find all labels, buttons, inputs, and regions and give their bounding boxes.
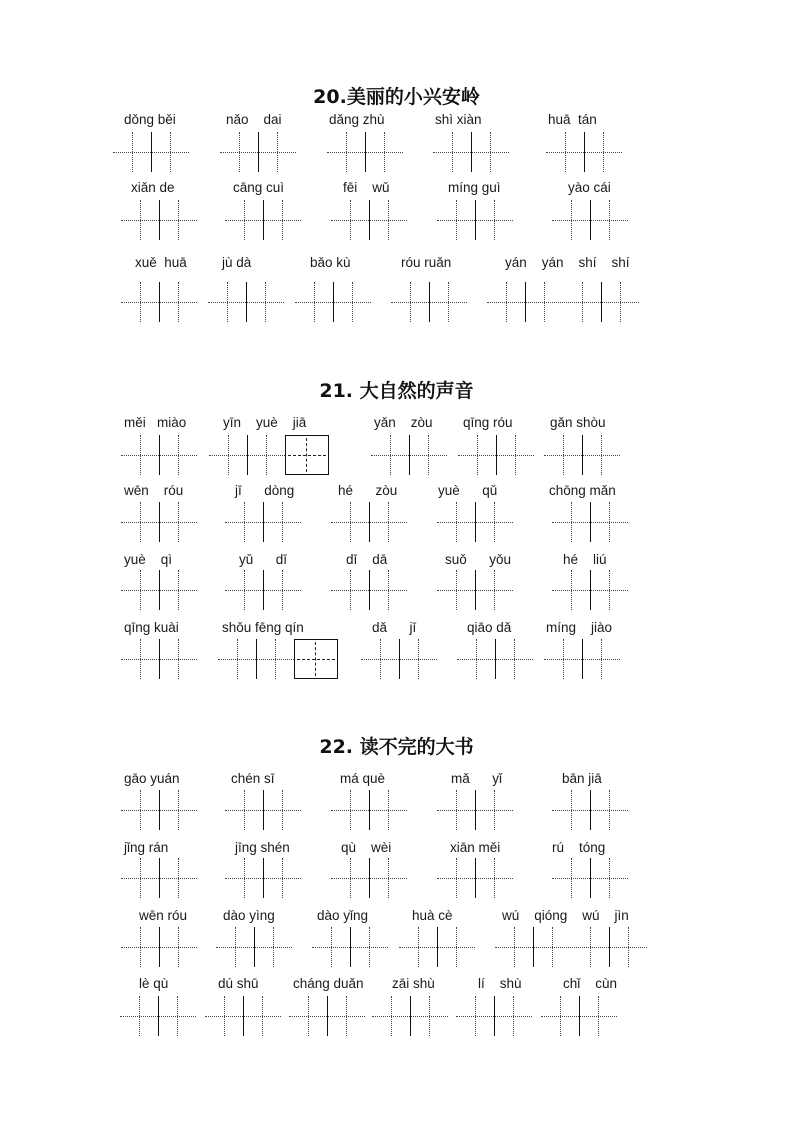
grid-center-guide [282,570,283,610]
grid-center-guide [140,927,141,967]
pinyin-label: dú shū [218,976,259,991]
grid-center-guide [410,282,411,322]
grid-cell-divider [365,132,366,172]
grid-center-guide [544,282,545,322]
pinyin-label: měi miào [124,415,187,430]
writing-grid[interactable] [225,570,301,610]
grid-cell-divider [590,790,591,830]
grid-center-guide [388,502,389,542]
grid-center-guide [515,435,516,475]
pinyin-label: qīng kuài [124,620,179,635]
pinyin-label: dǒng běi [124,112,176,127]
writing-grid[interactable] [312,927,388,967]
grid-center-guide [456,790,457,830]
grid-center-guide [456,858,457,898]
pinyin-label: wēn róu [124,483,184,498]
grid-cell-divider [475,790,476,830]
grid-cell-divider [496,435,497,475]
pinyin-label: jīng shén [235,840,290,855]
writing-grid[interactable] [495,927,647,967]
grid-horizontal-guide [495,947,647,948]
grid-center-guide [456,570,457,610]
grid-center-guide [282,200,283,240]
pinyin-label: yǎn zòu [374,415,433,430]
grid-cell-divider [256,639,257,679]
writing-grid[interactable] [121,570,197,610]
grid-center-guide [452,132,453,172]
grid-center-guide [237,639,238,679]
pinyin-label: qiāo dǎ [467,620,512,635]
grid-center-guide [235,927,236,967]
pinyin-label: chén sī [231,771,275,786]
grid-center-guide [350,858,351,898]
writing-grid[interactable] [120,996,196,1036]
writing-grid[interactable] [544,435,620,475]
writing-grid[interactable] [544,639,620,679]
pinyin-label: nǎo dai [226,112,282,127]
pinyin-label: hé zòu [338,483,398,498]
grid-cell-divider [579,996,580,1036]
grid-center-guide [428,435,429,475]
grid-cell-divider [584,132,585,172]
grid-cell-divider [369,200,370,240]
grid-center-guide [178,200,179,240]
pinyin-label: chōng mǎn [549,483,616,498]
writing-grid[interactable] [552,858,628,898]
grid-center-guide [418,927,419,967]
writing-grid[interactable] [372,996,448,1036]
pinyin-label: xiān měi [450,840,501,855]
box-horizontal-guide [297,659,335,660]
grid-center-guide [582,282,583,322]
pinyin-label: huà cè [412,908,453,923]
boxed-character-cell[interactable] [294,639,338,679]
grid-cell-divider [609,927,610,967]
writing-grid[interactable] [437,200,513,240]
grid-cell-divider [475,858,476,898]
grid-cell-divider [410,996,411,1036]
grid-cell-divider [590,200,591,240]
grid-center-guide [140,639,141,679]
writing-grid[interactable] [456,996,532,1036]
grid-center-guide [224,996,225,1036]
grid-center-guide [178,790,179,830]
grid-center-guide [227,282,228,322]
grid-center-guide [490,132,491,172]
writing-grid[interactable] [121,639,197,679]
grid-cell-divider [369,858,370,898]
grid-center-guide [140,282,141,322]
grid-center-guide [178,435,179,475]
grid-center-guide [506,282,507,322]
grid-cell-divider [409,435,410,475]
pinyin-label: qù wèi [341,840,392,855]
grid-cell-divider [525,282,526,322]
writing-grid[interactable] [552,200,628,240]
grid-center-guide [448,282,449,322]
grid-center-guide [139,996,140,1036]
grid-center-guide [273,927,274,967]
writing-grid[interactable] [437,790,513,830]
pinyin-label: fēi wǔ [343,180,390,195]
pinyin-label: huā tán [548,112,597,127]
grid-cell-divider [159,282,160,322]
pinyin-label: yuè qǔ [438,483,498,498]
grid-center-guide [513,996,514,1036]
writing-grid[interactable] [331,790,407,830]
grid-center-guide [239,132,240,172]
writing-grid[interactable] [437,858,513,898]
writing-grid[interactable] [552,502,628,542]
grid-cell-divider [263,570,264,610]
grid-center-guide [369,927,370,967]
grid-center-guide [346,132,347,172]
grid-center-guide [609,790,610,830]
pinyin-label: chǐ cùn [563,976,618,991]
writing-grid[interactable] [327,132,403,172]
grid-center-guide [476,639,477,679]
grid-cell-divider [254,927,255,967]
writing-grid[interactable] [437,502,513,542]
grid-cell-divider [369,790,370,830]
grid-cell-divider [590,570,591,610]
grid-center-guide [565,132,566,172]
grid-center-guide [456,502,457,542]
writing-grid[interactable] [209,435,329,475]
grid-center-guide [244,570,245,610]
pinyin-label: bān jiā [562,771,602,786]
grid-center-guide [391,996,392,1036]
writing-grid[interactable] [361,639,437,679]
writing-grid[interactable] [487,282,639,322]
writing-grid[interactable] [218,639,338,679]
writing-grid[interactable] [552,790,628,830]
pinyin-label: yuè qì [124,552,173,567]
grid-center-guide [140,858,141,898]
writing-grid[interactable] [225,790,301,830]
writing-grid[interactable] [391,282,467,322]
pinyin-label: yán yán shí shí [505,255,630,270]
grid-center-guide [140,435,141,475]
grid-center-guide [140,502,141,542]
grid-center-guide [598,996,599,1036]
writing-grid[interactable] [295,282,371,322]
writing-grid[interactable] [121,927,197,967]
writing-grid[interactable] [205,996,281,1036]
grid-center-guide [609,502,610,542]
grid-center-guide [563,435,564,475]
grid-center-guide [132,132,133,172]
pinyin-label: rú tóng [552,840,606,855]
pinyin-label: róu ruǎn [401,255,452,270]
grid-cell-divider [151,132,152,172]
writing-grid[interactable] [225,200,301,240]
writing-grid[interactable] [225,858,301,898]
grid-center-guide [244,858,245,898]
grid-center-guide [494,570,495,610]
grid-cell-divider [590,502,591,542]
grid-center-guide [282,790,283,830]
grid-center-guide [388,570,389,610]
writing-grid[interactable] [331,858,407,898]
pinyin-label: wú qióng wú jìn [502,908,629,923]
pinyin-label: lí shù [478,976,522,991]
pinyin-label: míng guì [448,180,501,195]
grid-cell-divider [159,790,160,830]
section-title: 22. 读不完的大书 [319,736,474,758]
grid-center-guide [571,790,572,830]
grid-center-guide [350,502,351,542]
grid-center-guide [494,790,495,830]
grid-center-guide [609,570,610,610]
grid-center-guide [603,132,604,172]
grid-cell-divider [159,639,160,679]
grid-cell-divider [399,639,400,679]
writing-grid[interactable] [399,927,475,967]
grid-center-guide [178,282,179,322]
grid-cell-divider [333,282,334,322]
grid-cell-divider [247,435,248,475]
grid-center-guide [429,996,430,1036]
grid-center-guide [346,996,347,1036]
pinyin-label: gǎn shòu [550,415,606,430]
pinyin-label: cháng duǎn [293,976,364,991]
grid-cell-divider [533,927,534,967]
grid-cell-divider [243,996,244,1036]
grid-center-guide [331,927,332,967]
grid-center-guide [388,858,389,898]
writing-grid[interactable] [289,996,365,1036]
grid-center-guide [609,200,610,240]
grid-center-guide [563,639,564,679]
grid-center-guide [514,639,515,679]
box-vertical-guide [315,642,316,676]
grid-cell-divider [159,435,160,475]
grid-cell-divider [246,282,247,322]
grid-cell-divider [263,858,264,898]
grid-cell-divider [159,858,160,898]
grid-center-guide [177,996,178,1036]
boxed-character-cell[interactable] [285,435,329,475]
grid-cell-divider [159,200,160,240]
pinyin-label: míng jiào [546,620,613,635]
grid-cell-divider [159,502,160,542]
pinyin-label: yào cái [568,180,611,195]
pinyin-label: jǐng rán [124,840,169,855]
grid-center-guide [384,132,385,172]
grid-center-guide [228,435,229,475]
pinyin-label: dào yǐng [317,908,369,923]
grid-horizontal-guide [487,302,639,303]
grid-center-guide [380,639,381,679]
pinyin-label: gāo yuán [124,771,180,786]
writing-grid[interactable] [541,996,617,1036]
writing-grid[interactable] [433,132,509,172]
pinyin-label: dǎng zhù [329,112,385,127]
writing-grid[interactable] [121,282,197,322]
section-title: 20.美丽的小兴安岭 [313,86,480,108]
grid-center-guide [560,996,561,1036]
grid-center-guide [475,996,476,1036]
pinyin-label: xiǎn de [131,180,175,195]
grid-cell-divider [601,282,602,322]
grid-center-guide [308,996,309,1036]
grid-center-guide [590,927,591,967]
grid-center-guide [571,502,572,542]
grid-center-guide [350,790,351,830]
writing-grid[interactable] [121,435,197,475]
grid-cell-divider [159,570,160,610]
grid-center-guide [244,200,245,240]
grid-center-guide [388,790,389,830]
grid-cell-divider [369,570,370,610]
writing-grid[interactable] [121,790,197,830]
grid-center-guide [350,570,351,610]
grid-cell-divider [263,200,264,240]
grid-center-guide [601,435,602,475]
grid-center-guide [178,570,179,610]
grid-center-guide [277,132,278,172]
grid-center-guide [178,858,179,898]
pinyin-label: suǒ yǒu [445,552,512,567]
grid-center-guide [571,200,572,240]
grid-center-guide [571,570,572,610]
writing-grid[interactable] [552,570,628,610]
grid-center-guide [456,200,457,240]
writing-grid[interactable] [371,435,447,475]
grid-cell-divider [475,570,476,610]
grid-cell-divider [475,502,476,542]
grid-center-guide [314,282,315,322]
grid-cell-divider [475,200,476,240]
box-vertical-guide [306,438,307,472]
pinyin-label: jī dòng [235,483,295,498]
writing-grid[interactable] [113,132,189,172]
writing-grid[interactable] [457,639,533,679]
pinyin-label: dī dā [346,552,388,567]
grid-center-guide [282,502,283,542]
grid-center-guide [418,639,419,679]
pinyin-label: hé liú [563,552,607,567]
grid-center-guide [178,502,179,542]
pinyin-label: shì xiàn [435,112,482,127]
pinyin-label: qīng róu [463,415,513,430]
grid-center-guide [140,200,141,240]
writing-grid[interactable] [121,858,197,898]
grid-cell-divider [582,435,583,475]
grid-center-guide [352,282,353,322]
grid-center-guide [244,502,245,542]
grid-center-guide [552,927,553,967]
grid-cell-divider [350,927,351,967]
writing-grid[interactable] [220,132,296,172]
grid-center-guide [601,639,602,679]
pinyin-label: má què [340,771,386,786]
writing-grid[interactable] [208,282,284,322]
grid-center-guide [262,996,263,1036]
grid-cell-divider [494,996,495,1036]
grid-center-guide [388,200,389,240]
writing-grid[interactable] [331,502,407,542]
grid-cell-divider [263,502,264,542]
grid-center-guide [390,435,391,475]
grid-center-guide [170,132,171,172]
grid-cell-divider [437,927,438,967]
grid-center-guide [178,927,179,967]
grid-center-guide [282,858,283,898]
box-horizontal-guide [288,455,326,456]
pinyin-label: dào yìng [223,908,275,923]
grid-center-guide [350,200,351,240]
writing-grid[interactable] [437,570,513,610]
pinyin-label: shǒu fēng qín [222,620,304,635]
pinyin-label: xuě huā [135,255,187,270]
writing-grid[interactable] [121,502,197,542]
grid-center-guide [494,200,495,240]
grid-center-guide [514,927,515,967]
pinyin-label: bǎo kù [310,255,351,270]
writing-grid[interactable] [546,132,622,172]
writing-grid[interactable] [225,502,301,542]
writing-grid[interactable] [458,435,534,475]
pinyin-label: cāng cuì [233,180,285,195]
writing-grid[interactable] [216,927,292,967]
grid-cell-divider [258,132,259,172]
pinyin-label: lè qù [139,976,169,991]
grid-cell-divider [263,790,264,830]
writing-grid[interactable] [331,200,407,240]
grid-cell-divider [158,996,159,1036]
grid-center-guide [178,639,179,679]
grid-center-guide [265,282,266,322]
pinyin-label: zāi shù [392,976,435,991]
grid-center-guide [609,858,610,898]
grid-cell-divider [495,639,496,679]
grid-center-guide [140,570,141,610]
grid-center-guide [244,790,245,830]
section-title: 21. 大自然的声音 [319,380,474,402]
grid-center-guide [628,927,629,967]
grid-center-guide [266,435,267,475]
grid-center-guide [140,790,141,830]
pinyin-label: dǎ jī [372,620,417,635]
grid-cell-divider [582,639,583,679]
pinyin-label: mǎ yǐ [451,771,503,786]
grid-center-guide [571,858,572,898]
grid-cell-divider [327,996,328,1036]
grid-center-guide [477,435,478,475]
grid-center-guide [494,502,495,542]
grid-cell-divider [590,858,591,898]
grid-cell-divider [159,927,160,967]
writing-grid[interactable] [331,570,407,610]
grid-cell-divider [471,132,472,172]
pinyin-label: yǔ dī [239,552,288,567]
pinyin-label: jù dà [222,255,252,270]
writing-grid[interactable] [121,200,197,240]
grid-cell-divider [369,502,370,542]
grid-center-guide [620,282,621,322]
grid-center-guide [494,858,495,898]
grid-center-guide [456,927,457,967]
grid-cell-divider [429,282,430,322]
pinyin-label: yīn yuè jiā [223,415,307,430]
pinyin-label: wēn róu [139,908,188,923]
grid-center-guide [275,639,276,679]
